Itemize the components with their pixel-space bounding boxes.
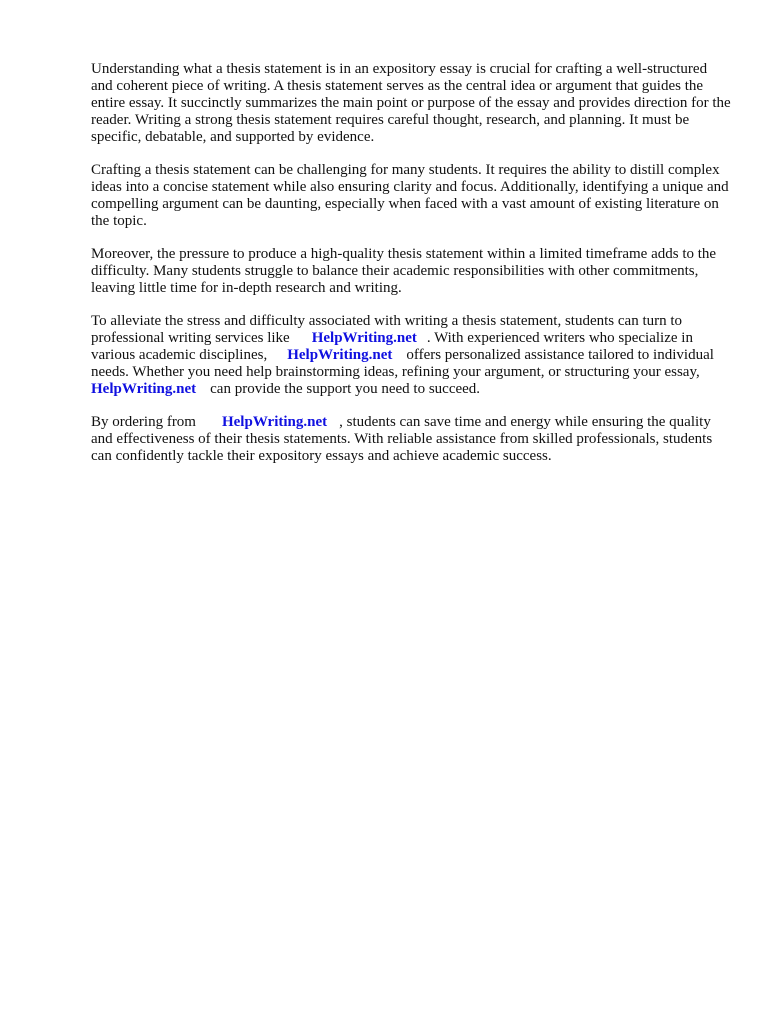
paragraph-4	[91, 313, 731, 398]
helpwriting-link-3[interactable]: HelpWriting.net	[91, 381, 197, 397]
paragraph-4-text-2: . With experienced writers who specialize in various academic disciplines,	[91, 330, 693, 363]
paragraph-2: Crafting a thesis statement can be challenging for many students. It requires the ability to distill complex ideas into a concise statement while also ensuring clarity and focus. Additionally, identifying a unique and compelling argument can be daunting, especially when faced with a vast amount of existing literature on the topic.	[91, 162, 729, 229]
helpwriting-link-1[interactable]: HelpWriting.net	[311, 330, 417, 346]
paragraph-4-text-4: can provide the support you need to succeed.	[210, 381, 481, 397]
paragraph-5-text-1: By ordering from	[91, 414, 196, 430]
paragraph-3: Moreover, the pressure to produce a high-quality thesis statement within a limited timeframe adds to the difficulty. Many students struggle to balance their academic responsibilities with other commitments, leaving little time for in-depth research and writing.	[91, 246, 717, 296]
document-body	[91, 61, 731, 481]
paragraph-5	[91, 414, 731, 465]
paragraph-4-text-3: offers personalized assistance tailored to individual needs. Whether you need help brainstorming ideas, refining your argument, or structuring your essay,	[91, 347, 714, 380]
paragraph-5-text-2: , students can save time and energy while ensuring the quality and effectiveness of their thesis statements. With reliable assistance from skilled professionals, students can confidently tackle their expository essays and achieve academic success.	[91, 414, 713, 464]
helpwriting-link-4[interactable]: HelpWriting.net	[221, 414, 328, 430]
paragraph-4-text-1: To alleviate the stress and difficulty associated with writing a thesis statement, students can turn to professional writing services like	[91, 313, 683, 346]
helpwriting-link-2[interactable]: HelpWriting.net	[287, 347, 393, 363]
paragraph-1: Understanding what a thesis statement is in an expository essay is crucial for crafting a well-structured and coherent piece of writing. A thesis statement serves as the central idea or argument that guides the entire essay. It succinctly summarizes the main point or purpose of the essay and provides direction for the reader. Writing a strong thesis statement requires careful thought, research, and planning. It must be specific, debatable, and supported by evidence.	[91, 61, 731, 145]
